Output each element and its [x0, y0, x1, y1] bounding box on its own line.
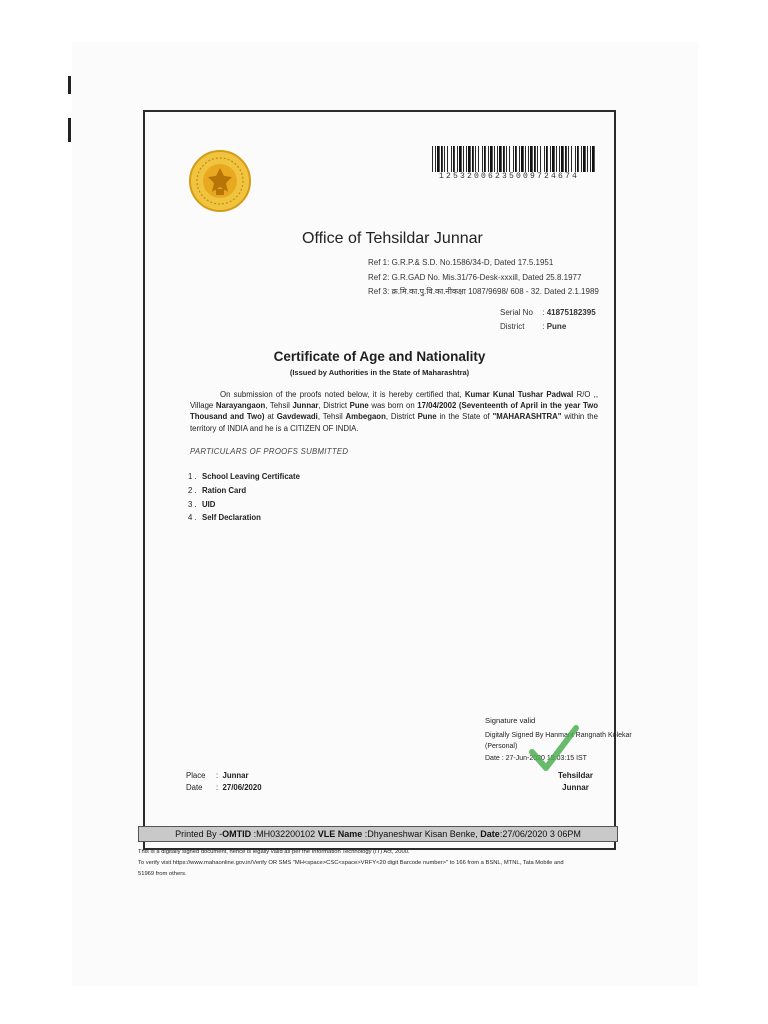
district-name: Pune [349, 401, 369, 411]
separator: : [216, 783, 219, 792]
birth-tehsil: Ambegaon [345, 412, 386, 422]
barcode-bar [478, 146, 479, 172]
body-text: On submission of the proofs noted below, it is hereby certified that, [220, 390, 465, 399]
barcode-icon [432, 146, 596, 172]
item-number: 3 . [188, 499, 197, 509]
barcode-bar [587, 146, 588, 172]
body-text: was born on [368, 401, 418, 411]
separator: : [542, 322, 545, 331]
barcode-bar [525, 146, 526, 172]
barcode-bar [497, 146, 498, 172]
village-name: Narayangaon [215, 401, 266, 411]
barcode-bar [468, 146, 471, 172]
date-of-birth: 17/04/2002 (Seventeenth of April in the year Two Thousand and Two) [190, 401, 598, 422]
barcode-bar [575, 146, 576, 172]
district-value: Pune [546, 322, 567, 331]
barcode-bar [540, 146, 541, 172]
date-value: 27/06/2020 [222, 783, 262, 792]
item-label: School Leaving Certificate [202, 472, 300, 481]
barcode-bar [530, 146, 533, 172]
signatory-location: Junnar [562, 783, 589, 792]
body-text: within the territory of INDIA and he is a CITIZEN OF INDIA. [190, 412, 598, 433]
barcode-number: 12532006235009724674 [438, 172, 579, 181]
barcode-bar [441, 146, 443, 172]
barcode-bar [463, 146, 464, 172]
printed-date-label: Date [480, 829, 500, 839]
proofs-list [188, 470, 300, 525]
body-text: , Tehsil [265, 401, 293, 411]
signature-date: Date : 27-Jun-2020 15:03:15 IST [485, 754, 587, 762]
printed-date-value: :27/06/2020 3 06PM [499, 829, 581, 839]
reference-line: Ref 1: G.R.P.& S.D. No.1586/34-D, Dated 17.5.1951 [368, 258, 554, 267]
item-number: 4 . [188, 513, 197, 523]
item-number: 1 . [188, 472, 197, 481]
barcode-bar [577, 146, 579, 172]
barcode-bar [509, 146, 510, 172]
maharashtra-seal-icon [188, 149, 252, 213]
certificate-title: Certificate of Age and Nationality [273, 349, 486, 364]
barcode-bar [561, 146, 564, 172]
barcode-bar [544, 146, 545, 172]
barcode-bar [521, 146, 524, 172]
barcode-bar [513, 146, 514, 172]
barcode-bar [552, 146, 555, 172]
barcode-bar [472, 146, 474, 172]
district-label: District [500, 322, 525, 331]
barcode-bar [581, 146, 582, 172]
barcode-bar [515, 146, 517, 172]
body-text: in the State of [436, 412, 493, 422]
scan-edge-mark [68, 118, 71, 142]
signatory-designation: Tehsildar [558, 771, 593, 780]
barcode-bar [444, 146, 445, 172]
certificate-subtitle: (Issued by Authorities in the State of Maharashtra) [289, 368, 470, 377]
barcode-bar [482, 146, 483, 172]
barcode-bar [435, 146, 436, 172]
list-item [188, 470, 300, 484]
item-label: UID [202, 499, 216, 509]
barcode-bar [559, 146, 560, 172]
body-text: , District [385, 412, 418, 422]
printed-prefix: Printed By - [175, 829, 223, 839]
signature-status: Signature valid [485, 716, 536, 725]
barcode-bar [488, 146, 489, 172]
office-title: Office of Tehsildar Junnar [302, 230, 483, 247]
barcode-bar [475, 146, 476, 172]
item-number: 2 . [188, 485, 197, 495]
barcode-bar [506, 146, 507, 172]
signatory-block [558, 770, 593, 794]
vle-label: VLE Name [317, 829, 363, 839]
barcode-bar [583, 146, 586, 172]
barcode-bar [432, 146, 433, 172]
reference-line: Ref 3: क्र.मि.का.पु.वि.का.नीकक्षा 1087/9698/ 608 - 32. Dated 2.1.1989 [368, 287, 599, 296]
tehsil-name: Junnar [292, 401, 319, 411]
list-item [188, 498, 300, 512]
place-date-block [186, 770, 262, 794]
place-value: Junnar [222, 771, 249, 780]
barcode-bar [503, 146, 505, 172]
body-text: at [264, 412, 277, 422]
barcode-bar [550, 146, 551, 172]
barcode-bar [484, 146, 486, 172]
footer-line: To verify visit https://www.mahaonline.gov.in/Verify OR SMS "MH<space>CSC<space>VRFY<20 digit Barcode number>" to 166 from a BSNL, MTNL, Tata Mobile and [138, 860, 564, 866]
barcode-bar [534, 146, 536, 172]
verification-footer [138, 847, 648, 880]
barcode-bar [457, 146, 458, 172]
barcode-bar [568, 146, 569, 172]
barcode-bar [592, 146, 595, 172]
omtid-label: OMTID [222, 829, 252, 839]
scan-edge-mark [68, 76, 71, 94]
birthplace: Gavdewadi [276, 412, 318, 422]
state-name: "MAHARASHTRA" [492, 412, 562, 422]
barcode-bar [453, 146, 455, 172]
footer-line: 51969 from others. [138, 871, 187, 877]
barcode-bar [590, 146, 591, 172]
body-text: , District [318, 401, 350, 411]
signer-line: Digitally Signed By Hanmant Rangnath Kolekar [485, 731, 632, 739]
barcode-bar [459, 146, 462, 172]
barcode-bar [494, 146, 495, 172]
barcode-bar [571, 146, 572, 172]
barcode-bar [519, 146, 520, 172]
barcode-bar [466, 146, 467, 172]
list-item [188, 511, 300, 525]
holder-name: Kumar Kunal Tushar Padwal [464, 390, 574, 399]
body-text: R/O ,, Village [190, 390, 599, 411]
signer-type: (Personal) [485, 743, 518, 750]
reference-line: Ref 2: G.R.GAD No. Mis.31/76-Desk-xxxill, Dated 25.8.1977 [368, 272, 582, 282]
barcode-bar [451, 146, 452, 172]
place-label: Place [186, 771, 206, 780]
barcode-bar [437, 146, 440, 172]
separator: : [216, 771, 219, 780]
reference-list [368, 256, 599, 300]
footer-line: This is a digitally signed document, hence is legally valid as per the Information Technology (IT) Act, 2000. [138, 849, 410, 855]
serial-label: Serial No [500, 308, 533, 317]
omtid-value: :MH032200102 [251, 829, 318, 839]
vle-value: :Dhyaneshwar Kisan Benke, [362, 829, 481, 839]
printed-by-bar [138, 826, 618, 842]
item-label: Self Declaration [202, 513, 261, 523]
certificate-body [190, 389, 598, 434]
body-text: , Tehsil [317, 412, 346, 422]
barcode-bar [490, 146, 493, 172]
barcode-bar [565, 146, 567, 172]
birth-district: Pune [417, 412, 437, 422]
separator: : [542, 308, 545, 317]
barcode-bar [447, 146, 448, 172]
barcode-bar [537, 146, 538, 172]
barcode-bar [499, 146, 502, 172]
date-label: Date [186, 783, 203, 792]
list-item [188, 484, 300, 498]
particulars-heading: PARTICULARS OF PROOFS SUBMITTED [190, 447, 349, 456]
barcode-bar [556, 146, 557, 172]
serial-district-block [500, 306, 596, 334]
barcode-bar [546, 146, 548, 172]
item-label: Ration Card [202, 485, 247, 495]
serial-value: 41875182395 [546, 308, 596, 317]
barcode-bar [528, 146, 529, 172]
